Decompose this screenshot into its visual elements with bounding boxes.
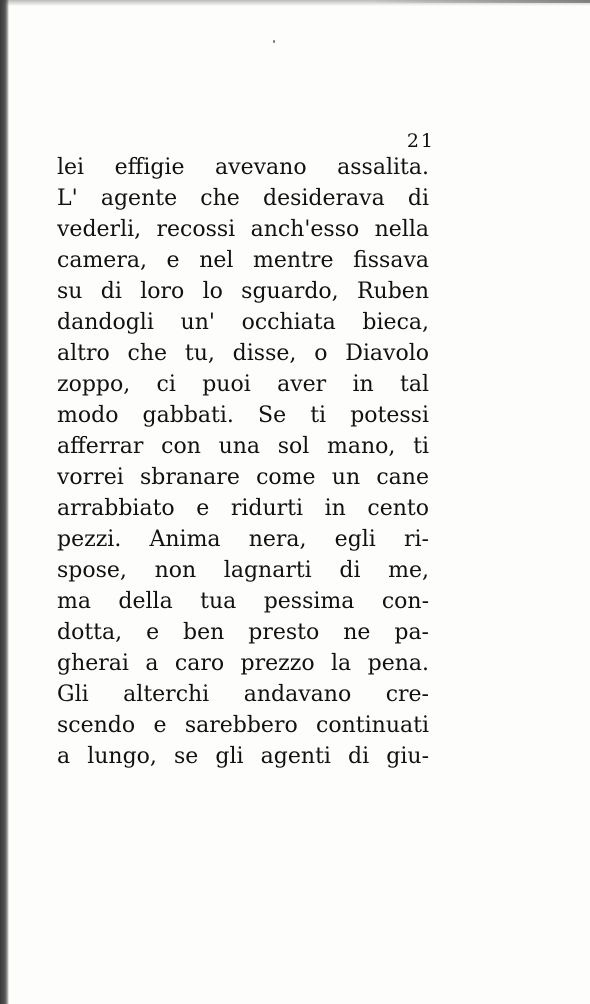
text-line: dandogli un' occhiata bieca, bbox=[57, 310, 429, 335]
text-line: Gli alterchi andavano cre- bbox=[57, 682, 429, 707]
text-line: arrabbiato e ridurti in cento bbox=[57, 496, 429, 521]
text-line: gherai a caro prezzo la pena. bbox=[57, 651, 429, 676]
text-line: vorrei sbranare come un cane bbox=[57, 465, 429, 490]
paper-speck bbox=[273, 40, 275, 43]
text-line: camera, e nel mentre fissava bbox=[57, 248, 429, 273]
text-line: a lungo, se gli agenti di giu- bbox=[57, 744, 429, 769]
binding-edge bbox=[0, 0, 9, 1004]
text-line: scendo e sarebbero continuati bbox=[57, 713, 429, 738]
page-top-edge bbox=[370, 0, 590, 3]
text-line: vederli, recossi anch'esso nella bbox=[57, 217, 429, 242]
text-line: ma della tua pessima con- bbox=[57, 589, 429, 614]
text-line: pezzi. Anima nera, egli ri- bbox=[57, 527, 429, 552]
text-line: dotta, e ben presto ne pa- bbox=[57, 620, 429, 645]
text-line: lei effigie avevano assalita. bbox=[57, 155, 429, 180]
text-line: L' agente che desiderava di bbox=[57, 186, 429, 211]
text-line: modo gabbati. Se ti potessi bbox=[57, 403, 429, 428]
text-line: afferrar con una sol mano, ti bbox=[57, 434, 429, 459]
text-line: spose, non lagnarti di me, bbox=[57, 558, 429, 583]
text-line: su di loro lo sguardo, Ruben bbox=[57, 279, 429, 304]
body-text bbox=[57, 152, 429, 772]
text-line: altro che tu, disse, o Diavolo bbox=[57, 341, 429, 366]
page-number: 21 bbox=[406, 130, 435, 152]
text-line: zoppo, ci puoi aver in tal bbox=[57, 372, 429, 397]
